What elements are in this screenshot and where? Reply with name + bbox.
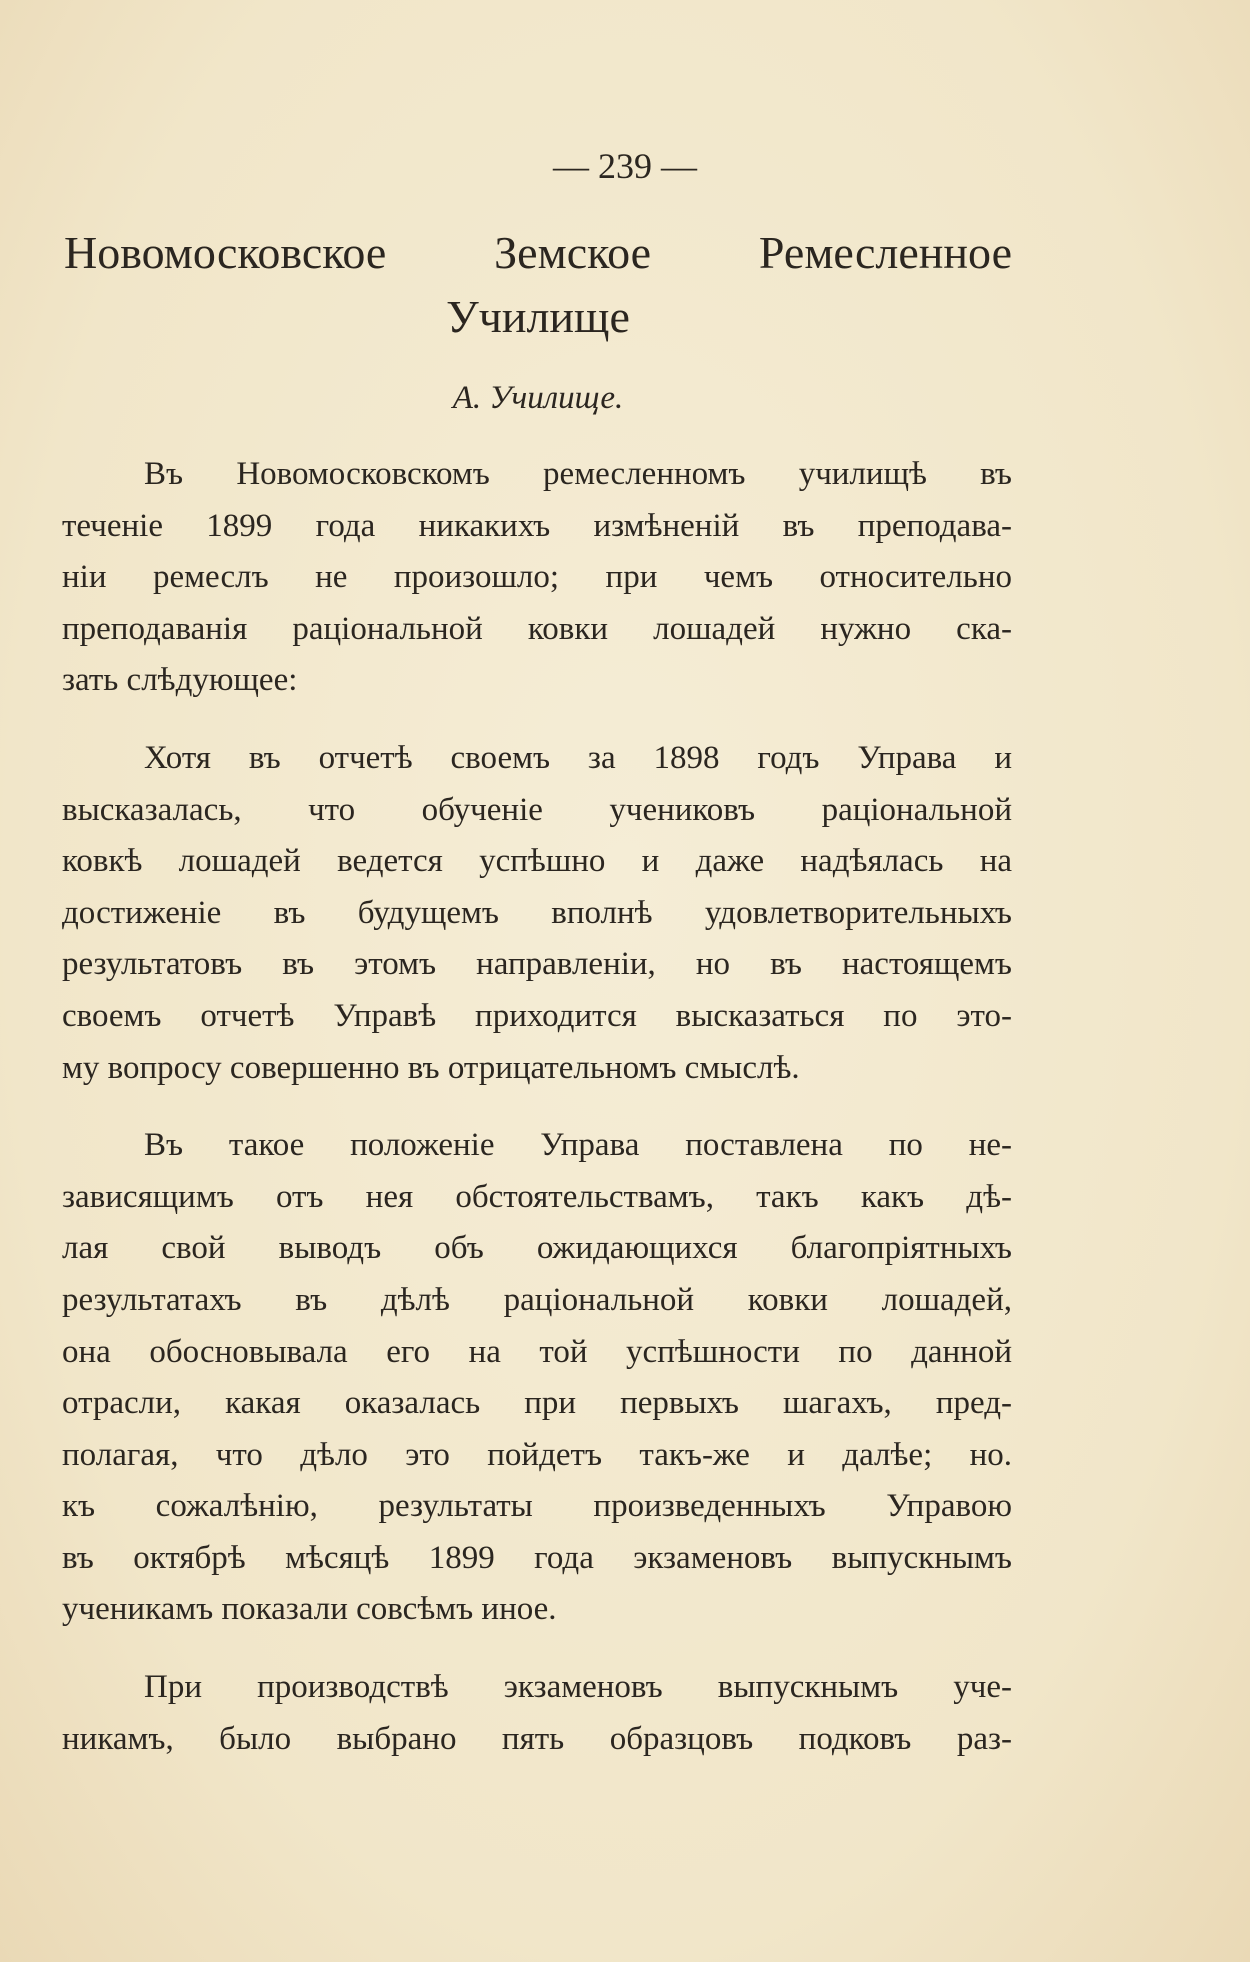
paragraph-4 xyxy=(62,1662,1012,1765)
text-line: достиженіе въ будущемъ вполнѣ удовлетворительныхъ xyxy=(62,894,1012,931)
paragraph-3 xyxy=(62,1120,1012,1636)
text-line: му вопросу совершенно въ отрицательномъ смыслѣ. xyxy=(62,1049,800,1086)
text-line: При производствѣ экзаменовъ выпускнымъ уче- xyxy=(144,1669,1012,1706)
section-subheading: А. Училище. xyxy=(452,380,624,416)
text-line: лая свой выводъ объ ожидающихся благопріятныхъ xyxy=(62,1230,1012,1267)
text-line: результатахъ въ дѣлѣ раціональной ковки лошадей, xyxy=(62,1281,1012,1318)
text-line: Въ Новомосковскомъ ремесленномъ училищѣ въ xyxy=(144,456,1012,492)
paragraph-2 xyxy=(62,733,1012,1094)
text-line: высказалась, что обученіе учениковъ раціональной xyxy=(62,791,1012,828)
text-line: своемъ отчетѣ Управѣ приходится высказаться по это- xyxy=(62,997,1012,1034)
text-line: ковкѣ лошадей ведется успѣшно и даже надѣялась на xyxy=(62,843,1012,880)
text-line: никамъ, было выбрано пять образцовъ подковъ раз- xyxy=(62,1720,1012,1757)
text-line: теченіе 1899 года никакихъ измѣненій въ преподава- xyxy=(62,507,1012,544)
body-text xyxy=(62,449,1012,1791)
text-line: въ октябрѣ мѣсяцѣ 1899 года экзаменовъ выпускнымъ xyxy=(62,1539,1012,1576)
text-line: ученикамъ показали совсѣмъ иное. xyxy=(62,1591,557,1628)
paragraph-1 xyxy=(62,449,1012,707)
text-line: полагая, что дѣло это пойдетъ такъ-же и далѣе; но. xyxy=(62,1436,1012,1473)
text-line: результатовъ въ этомъ направленіи, но въ настоящемъ xyxy=(62,946,1012,983)
chapter-title-line-2: Училище xyxy=(446,291,630,342)
text-line: зависящимъ отъ нея обстоятельствамъ, такъ какъ дѣ- xyxy=(62,1178,1012,1215)
text-line: зать слѣдующее: xyxy=(62,662,298,699)
text-line: Въ такое положеніе Управа поставлена по не- xyxy=(144,1127,1012,1164)
text-line: преподаванія раціональной ковки лошадей нужно ска- xyxy=(62,610,1012,647)
text-line: она обосновывала его на той успѣшности по данной xyxy=(62,1333,1012,1370)
text-line: Хотя въ отчетѣ своемъ за 1898 годъ Управа и xyxy=(144,739,1012,776)
text-line: отрасли, какая оказалась при первыхъ шагахъ, пред- xyxy=(62,1385,1012,1422)
chapter-title-line-1: Новомосковское Земское Ремесленное xyxy=(64,227,1012,278)
text-line: къ сожалѣнію, результаты произведенныхъ Управою xyxy=(62,1488,1012,1525)
text-line: ніи ремеслъ не произошло; при чемъ относительно xyxy=(62,559,1012,596)
page-number: — 239 — xyxy=(553,146,697,186)
